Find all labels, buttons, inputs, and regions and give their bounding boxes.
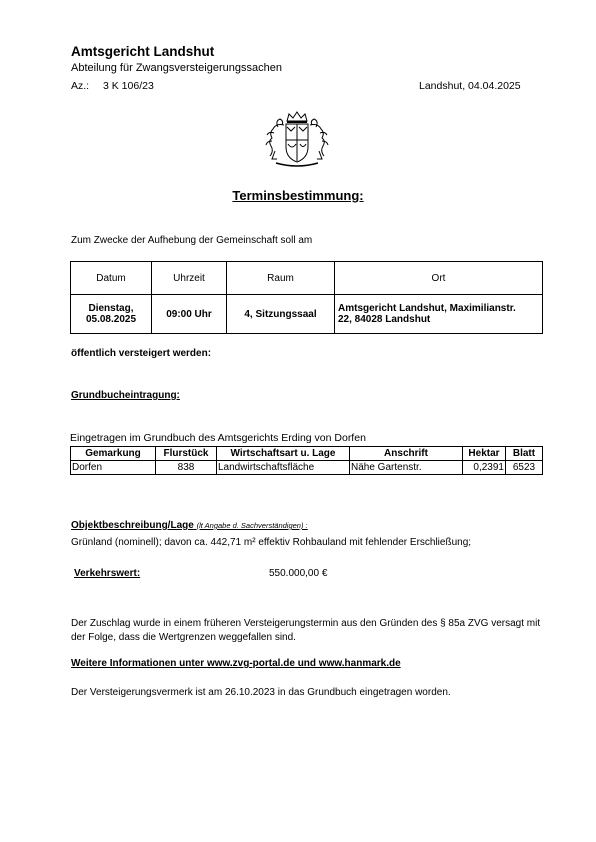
place-line-2: 22, 84028 Landshut xyxy=(338,314,431,325)
cell-blatt: 6523 xyxy=(506,461,543,475)
more-info-link[interactable]: Weitere Informationen unter www.zvg-portal.de und www.hanmark.de xyxy=(71,658,401,669)
cell-gemarkung: Dorfen xyxy=(71,461,156,475)
department: Abteilung für Zwangsversteigerungssachen xyxy=(71,62,282,74)
intro-text: Zum Zwecke der Aufhebung der Gemeinschaft soll am xyxy=(71,235,313,246)
market-value-label: Verkehrswert: xyxy=(74,568,141,579)
file-number-label: Az.: xyxy=(71,80,90,92)
header-wirtschaftsart: Wirtschaftsart u. Lage xyxy=(217,447,350,461)
court-name: Amtsgericht Landshut xyxy=(71,44,215,59)
header-raum: Raum xyxy=(227,262,335,295)
header-gemarkung: Gemarkung xyxy=(71,447,156,461)
appointment-place xyxy=(335,295,543,334)
cell-flurstueck: 838 xyxy=(156,461,217,475)
appointment-row xyxy=(71,295,543,334)
object-heading-text: Objektbeschreibung/Lage xyxy=(71,520,194,531)
appointment-header-row xyxy=(71,262,543,295)
object-description: Grünland (nominell); davon ca. 442,71 m² effektiv Rohbauland mit fehlender Erschließung; xyxy=(71,537,472,548)
place-date: Landshut, 04.04.2025 xyxy=(419,80,521,92)
auction-notice-note: Der Versteigerungsvermerk ist am 26.10.2023 in das Grundbuch eingetragen worden. xyxy=(71,687,451,698)
date-weekday: Dienstag, xyxy=(88,303,134,314)
date-value: 05.08.2025 xyxy=(85,314,137,325)
header-datum: Datum xyxy=(71,262,152,295)
appointment-table xyxy=(70,261,543,334)
header-anschrift: Anschrift xyxy=(350,447,463,461)
land-register-heading: Grundbucheintragung: xyxy=(71,390,180,401)
place-line-1: Amtsgericht Landshut, Maximilianstr. xyxy=(338,303,516,314)
cell-hektar: 0,2391 xyxy=(463,461,506,475)
appointment-date xyxy=(71,295,152,334)
header-hektar: Hektar xyxy=(463,447,506,461)
object-description-heading xyxy=(71,520,308,531)
land-register-header-row xyxy=(71,447,543,461)
land-register-intro: Eingetragen im Grundbuch des Amtsgerichts Erding von Dorfen xyxy=(70,432,366,444)
header-flurstueck: Flurstück xyxy=(156,447,217,461)
table-row xyxy=(71,461,543,475)
appointment-room: 4, Sitzungssaal xyxy=(227,295,335,334)
auction-statement: öffentlich versteigert werden: xyxy=(71,348,212,359)
market-value: 550.000,00 € xyxy=(269,568,328,579)
cell-wirtschaftsart: Landwirtschaftsfläche xyxy=(217,461,350,475)
land-register-table xyxy=(70,446,543,475)
header-ort: Ort xyxy=(335,262,543,295)
page-title: Terminsbestimmung: xyxy=(232,188,364,203)
file-number: 3 K 106/23 xyxy=(103,80,154,92)
object-heading-note: (lt Angabe d. Sachverständigen) : xyxy=(196,521,308,530)
bavarian-coat-of-arms-icon xyxy=(262,111,332,169)
cell-anschrift: Nähe Gartenstr. xyxy=(350,461,463,475)
header-uhrzeit: Uhrzeit xyxy=(152,262,227,295)
bid-rejection-note: Der Zuschlag wurde in einem früheren Versteigerungstermin aus den Gründen des § 85a ZVG versagt mit der Folge, dass die Wertgrenzen weggefallen sind. xyxy=(71,618,541,643)
appointment-time: 09:00 Uhr xyxy=(152,295,227,334)
header-blatt: Blatt xyxy=(506,447,543,461)
